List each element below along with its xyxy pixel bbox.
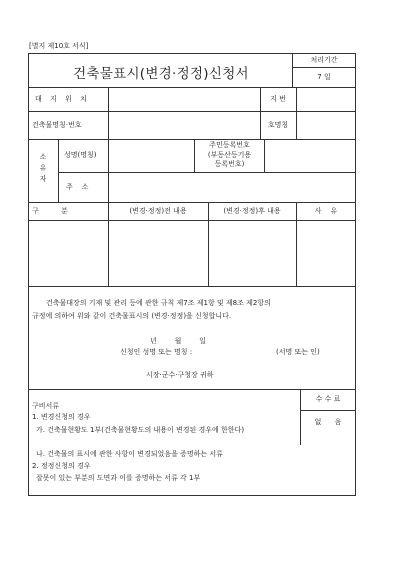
divider	[28, 286, 356, 287]
owner-name-label: 성명(명칭)	[64, 151, 97, 159]
documents-item2a: 잘못이 있는 부분의 도면과 이를 증명하는 서류 각 1부	[36, 474, 201, 482]
documents-item1: 1. 변경신청의 경우	[32, 413, 91, 421]
divider	[300, 410, 356, 411]
before-content-field[interactable]	[109, 221, 207, 285]
resident-id-label-line1: 주민등록번호	[209, 141, 250, 149]
divider	[28, 389, 356, 390]
address-field[interactable]	[109, 173, 355, 201]
applicant-label: 신청인 성명 또는 명칭 :	[120, 348, 193, 356]
location-field[interactable]	[109, 88, 259, 110]
reason-column-header: 사 유	[314, 207, 338, 215]
divider	[28, 202, 356, 203]
owner-name-field[interactable]	[109, 140, 193, 171]
fee-label: 수 수 료	[315, 395, 341, 403]
recipient: 시장·군수·구청장 귀하	[146, 371, 214, 379]
owner-section-label	[38, 152, 48, 185]
processing-period-label: 처리기간	[310, 56, 338, 64]
location-label: 대 지 위 치	[35, 95, 90, 103]
unit-name-field[interactable]	[297, 112, 355, 138]
processing-period-value: 7 일	[317, 73, 331, 81]
divider	[292, 67, 356, 68]
resident-id-field[interactable]	[265, 140, 355, 171]
category-column-header: 구 분	[32, 207, 68, 215]
documents-item2: 2. 정정신청의 경우	[32, 462, 91, 470]
signature-label: (서명 또는 인)	[276, 348, 320, 356]
after-column-header: (변경·정정)후 내용	[223, 207, 281, 215]
resident-id-label-line2: (부동산등기용	[207, 150, 252, 159]
resident-id-label	[195, 141, 264, 170]
building-name-field[interactable]	[109, 112, 259, 138]
lot-number-label: 지 번	[270, 95, 286, 103]
documents-item1a: 가. 건축물현황도 1부(건축물현황도의 내용이 변경된 경우에 한한다)	[36, 426, 245, 434]
fee-value: 없 음	[314, 418, 342, 426]
lot-number-field[interactable]	[297, 88, 355, 110]
building-name-label: 건축물명칭·번호	[32, 121, 82, 129]
documents-heading: 구비서류	[32, 402, 60, 410]
form-label: [별지 제10호 서식]	[29, 42, 89, 50]
documents-item1b: 나. 건축물의 표시에 관한 사항이 변경되었음을 증명하는 서류	[36, 450, 223, 458]
reason-field[interactable]	[297, 221, 355, 285]
owner-section-text: 소 유 자	[39, 153, 47, 183]
address-label: 주 소	[66, 183, 89, 191]
after-content-field[interactable]	[209, 221, 295, 285]
unit-name-label: 호명칭	[267, 121, 289, 129]
page-title: 건축물표시(변경·정정)신청서	[73, 66, 249, 82]
applicant-name-field[interactable]	[208, 346, 274, 358]
resident-id-label-line3: 등록번호)	[214, 160, 245, 168]
divider	[58, 139, 59, 202]
statement-line2: 규정에 의하여 위와 같이 건축물표시의 (변경·정정)을 신청합니다.	[32, 312, 232, 320]
category-field[interactable]	[29, 221, 107, 285]
statement-line1: 건축물대장의 기재 및 관리 등에 관한 규칙 제7조 제1항 및 제8조 제2항의	[46, 299, 271, 307]
divider	[260, 87, 261, 139]
before-column-header: (변경·정정)전 내용	[129, 207, 187, 215]
application-date: 년 월 일	[150, 337, 206, 345]
